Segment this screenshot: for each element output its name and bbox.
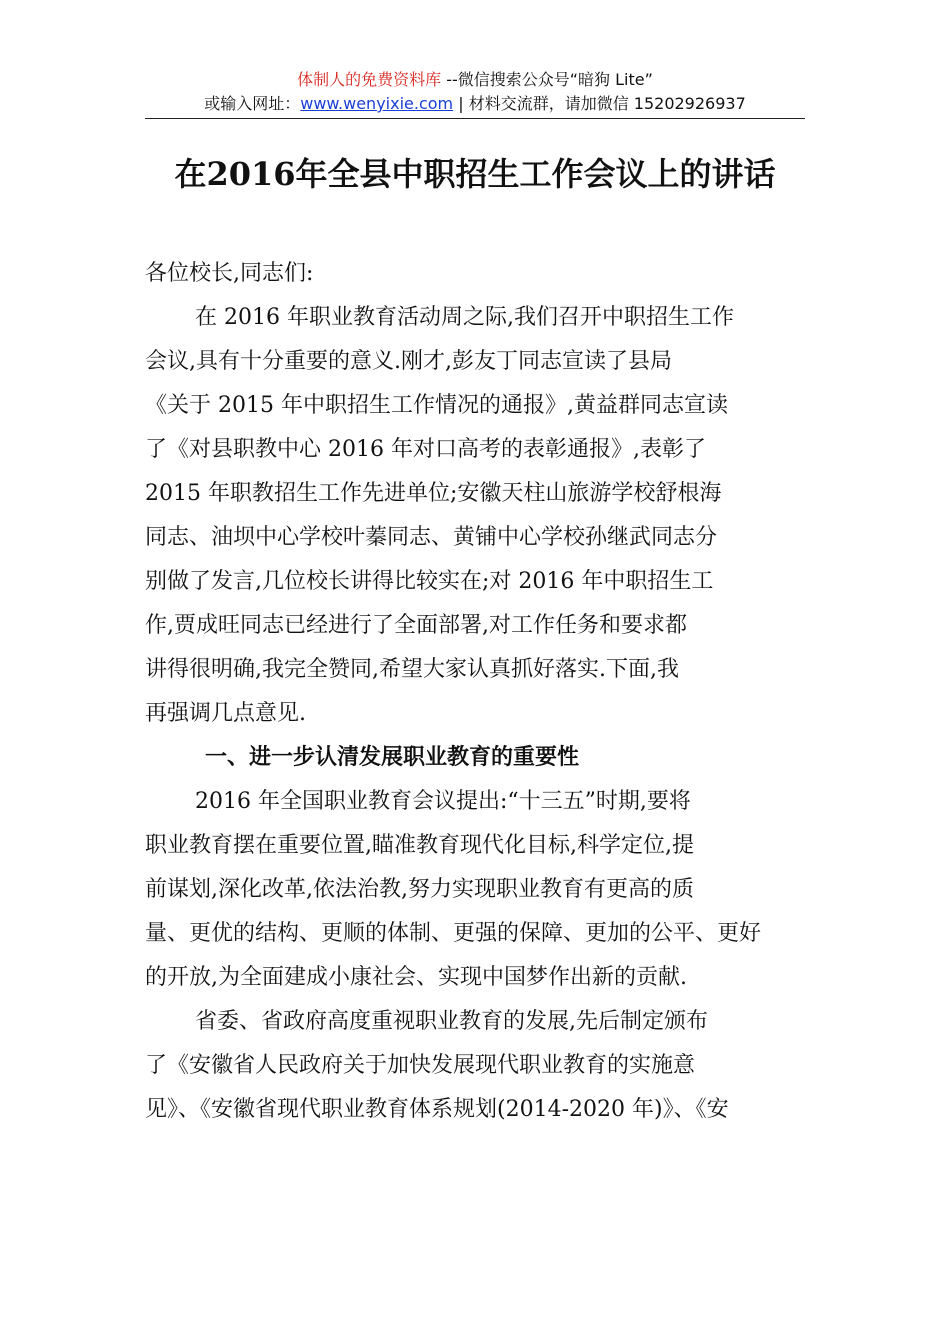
paragraph-line: 了《安徽省人民政府关于加快发展现代职业教育的实施意 [145, 1053, 696, 1078]
paragraph-line: 同志、油坝中心学校叶蓁同志、黄铺中心学校孙继武同志分 [145, 525, 718, 550]
paragraph-line: 会议,具有十分重要的意义.刚才,彭友丁同志宣读了县局 [145, 349, 672, 374]
paragraph-line: 职业教育摆在重要位置,瞄准教育现代化目标,科学定位,提 [145, 833, 694, 858]
paragraph-line: 量、更优的结构、更顺的体制、更强的保障、更加的公平、更好 [145, 921, 762, 946]
header-url-link[interactable]: www.wenyixie.com [300, 94, 454, 113]
header-brand: 体制人的免费资料库 [297, 70, 442, 89]
paragraph-line: 2015 年职教招生工作先进单位;安徽天柱山旅游学校舒根海 [145, 481, 722, 506]
header-tagline: --微信搜索公众号“暗狗 Lite” [441, 70, 653, 89]
document-body [145, 252, 807, 1132]
paragraph-line: 了《对县职教中心 2016 年对口高考的表彰通报》,表彰了 [145, 437, 706, 462]
document-title: 在2016年全县中职招生工作会议上的讲话 [174, 155, 776, 193]
paragraph-line: 的开放,为全面建成小康社会、实现中国梦作出新的贡献. [145, 965, 687, 990]
section-heading: 一、进一步认清发展职业教育的重要性 [205, 745, 580, 770]
paragraph-line: 讲得很明确,我完全赞同,希望大家认真抓好落实.下面,我 [145, 657, 679, 682]
header-line-1 [145, 68, 805, 92]
page-header [145, 68, 805, 116]
header-line-2 [145, 92, 805, 116]
paragraph-line: 在 2016 年职业教育活动周之际,我们召开中职招生工作 [195, 305, 734, 330]
paragraph-line: 别做了发言,几位校长讲得比较实在;对 2016 年中职招生工 [145, 569, 714, 594]
paragraph-line: 省委、省政府高度重视职业教育的发展,先后制定颁布 [195, 1009, 708, 1034]
paragraph-line: 再强调几点意见. [145, 701, 306, 726]
paragraph-line: 《关于 2015 年中职招生工作情况的通报》,黄益群同志宣读 [145, 393, 728, 418]
paragraph-line: 前谋划,深化改革,依法治教,努力实现职业教育有更高的质 [145, 877, 694, 902]
header-url-prefix: 或输入网址： [204, 94, 301, 113]
paragraph-line: 作,贾成旺同志已经进行了全面部署,对工作任务和要求都 [145, 613, 687, 638]
header-divider [145, 118, 805, 119]
header-contact: | 材料交流群，请加微信 15202926937 [453, 94, 746, 113]
salutation: 各位校长,同志们: [145, 261, 314, 286]
paragraph-line: 见》、《安徽省现代职业教育体系规划(2014-2020 年)》、《安 [145, 1097, 729, 1122]
paragraph-line: 2016 年全国职业教育会议提出:“十三五”时期,要将 [195, 789, 691, 814]
